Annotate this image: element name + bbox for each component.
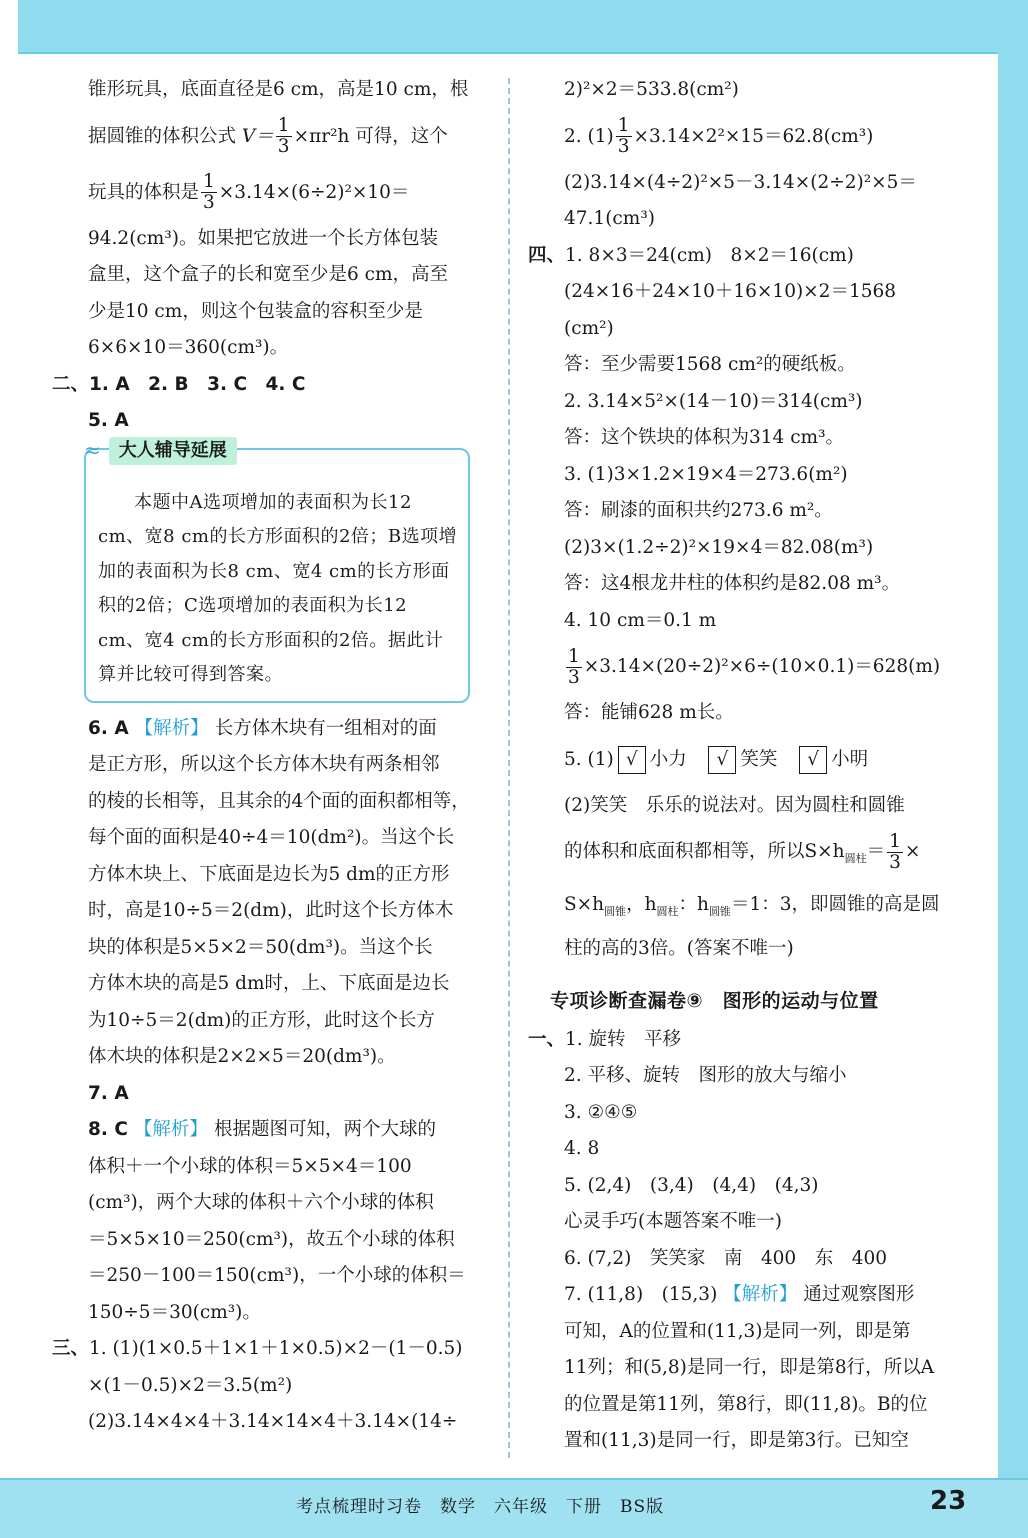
fraction: $\frac{1}{3}$ <box>277 115 290 157</box>
box-title-text: 大人辅导延展 <box>109 437 237 465</box>
text-line: (cm²) <box>564 317 614 339</box>
text-line: 94.2(cm³)。如果把它放进一个长方体包装 <box>88 227 438 249</box>
section-prefix: 二、 <box>52 373 90 395</box>
text-line: (2)笑笑 乐乐的说法对。因为圆柱和圆锥 <box>564 794 905 816</box>
check-box: √ <box>708 746 736 774</box>
text-line: 答：刷漆的面积共约273.6 m²。 <box>564 500 833 521</box>
text-line: 7. A <box>88 1082 129 1104</box>
text-line: 8. C 【解析】 根据题图可知，两个大球的 <box>88 1119 436 1140</box>
text-line: 四、1. 8×3＝24(cm) 8×2＝16(cm) <box>564 238 960 275</box>
text-line: 方体木块上、下底面是边长为5 dm的正方形 <box>88 863 450 885</box>
text-line: 可知，A的位置和(11,3)是同一列，即是第 <box>564 1320 911 1342</box>
text-line: 2. 3.14×5²×(14－10)＝314(cm³) <box>564 390 863 412</box>
right-decor-band <box>998 0 1028 1536</box>
text-line: 少是10 cm，则这个包装盒的容积至少是 <box>88 300 423 322</box>
top-decor-band <box>18 0 1028 54</box>
text-line: 锥形玩具，底面直径是6 cm，高是10 cm，根 <box>88 79 469 100</box>
text-line: 2. (1) $\frac{1}{3}$ ×3.14×2²×15＝62.8(cm³) <box>564 115 874 157</box>
waves-icon: ≈ <box>84 438 101 463</box>
text-line: 答：至少需要1568 cm²的硬纸板。 <box>564 354 856 375</box>
left-column <box>52 72 483 1441</box>
section-prefix: 一、 <box>528 1028 566 1050</box>
text-line: 7. (11,8) (15,3) 【解析】 通过观察图形 <box>564 1284 915 1305</box>
text-line: 心灵手巧(本题答案不唯一) <box>564 1211 782 1232</box>
text-line: 11列；和(5,8)是同一行，即是第8行，所以A <box>564 1357 935 1378</box>
text-line: 置和(11,3)是同一行，即是第3行。已知空 <box>564 1430 909 1451</box>
box-title <box>84 436 237 466</box>
text-line: 为10÷5＝2(dm)的正方形，此时这个长方 <box>88 1009 435 1031</box>
text-line: 答：这个铁块的体积为314 cm³。 <box>564 427 845 448</box>
text-line: 3. ②④⑤ <box>564 1101 638 1123</box>
section-prefix: 四、 <box>528 244 566 266</box>
text-line: 答：能铺628 m长。 <box>564 702 734 723</box>
check-box: √ <box>799 746 827 774</box>
text-line: 47.1(cm³) <box>564 208 655 229</box>
text-line: (24×16＋24×10＋16×10)×2＝1568 <box>564 281 897 302</box>
text-line: ＝5×5×10＝250(cm³)，故五个小球的体积 <box>88 1228 455 1250</box>
fraction: $\frac{1}{3}$ <box>889 830 901 873</box>
tutor-extension-box <box>84 438 470 703</box>
text-line: 的体积和底面积都相等，所以$S\times h_{圆柱}=$ $\frac{1}{3}$ × <box>564 830 921 873</box>
analysis-tag: 【解析】 <box>134 717 209 739</box>
text-line: 3. (1)3×1.2×19×4＝273.6(m²) <box>564 463 848 485</box>
text-line: (cm³)，两个大球的体积＋六个小球的体积 <box>88 1192 434 1213</box>
page-number: 23 <box>930 1486 967 1516</box>
text-line: 是正方形，所以这个长方体木块有两条相邻 <box>88 754 440 775</box>
text-line: 据圆锥的体积公式 V＝ $\frac{1}{3}$ ×πr²h 可得，这个 <box>88 115 448 157</box>
text-line: 方体木块的高是5 dm时，上、下底面是边长 <box>88 973 450 994</box>
text-line: 5. (2,4) (3,4) (4,4) (4,3) <box>564 1174 819 1196</box>
analysis-tag: 【解析】 <box>723 1284 798 1305</box>
text-line: 6×6×10＝360(cm³)。 <box>88 337 289 358</box>
text-line: 4. 10 cm＝0.1 m <box>564 609 717 631</box>
text-line: 块的体积是5×5×2＝50(dm³)。当这个长 <box>88 936 433 958</box>
text-line: $S\times h_{圆锥}$，$h_{圆柱}$：$h_{圆锥}=1$：3，即圆锥的高是圆 <box>564 894 940 918</box>
text-line: 体积＋一个小球的体积＝5×5×4＝100 <box>88 1155 412 1177</box>
text-line: 时，高是10÷5＝2(dm)，此时这个长方体木 <box>88 900 454 921</box>
text-line: (2)3.14×4×4＋3.14×14×4＋3.14×(14÷ <box>88 1411 458 1432</box>
text-line: $\frac{1}{3}$ ×3.14×(20÷2)²×6÷(10×0.1)＝628(m) <box>568 645 941 688</box>
check-box: √ <box>618 746 646 774</box>
text-line: 5. A <box>88 410 129 431</box>
text-line: 三、1. (1)(1×0.5＋1×1＋1×0.5)×2－(1－0.5) <box>88 1331 483 1368</box>
section-prefix: 三、 <box>52 1338 90 1359</box>
text-line: 4. 8 <box>564 1138 600 1159</box>
text-line: ＝250－100＝150(cm³)，一个小球的体积＝ <box>88 1265 466 1286</box>
text-line: 150÷5＝30(cm³)。 <box>88 1301 261 1323</box>
text-line: 2. 平移、旋转 图形的放大与缩小 <box>564 1065 847 1086</box>
text-line: 玩具的体积是 $\frac{1}{3}$ ×3.14×(6÷2)²×10＝ <box>88 171 410 213</box>
box-text: 本题中A选项增加的表面积为长12 cm、宽8 cm的长方形面积的2倍；B选项增加的表面积为长8 cm、宽4 cm的长方形面积的2倍；C选项增加的表面积为长12 cm、宽4 cm的长方形面积的2倍。据此计算并比较可得到答案。 <box>98 491 458 685</box>
fraction: $\frac{1}{3}$ <box>568 645 580 688</box>
text-line: 每个面的面积是40÷4＝10(dm²)。当这个长 <box>88 827 455 848</box>
text-line: 6. A 【解析】 长方体木块有一组相对的面 <box>88 717 437 739</box>
section-title: 专项诊断查漏卷⑨ 图形的运动与位置 <box>550 990 879 1012</box>
text-line: 答：这4根龙井柱的体积约是82.08 m³。 <box>564 573 901 594</box>
text-line: 5. (1) √ 小力 √ 笑笑 √ 小明 <box>564 732 960 788</box>
analysis-tag: 【解析】 <box>133 1119 208 1140</box>
text-line: 柱的高的3倍。(答案不唯一) <box>564 937 794 959</box>
footer-book-title: 考点梳理时习卷 数学 六年级 下册 BS版 <box>296 1497 665 1517</box>
text-line: 的位置是第11列，第8行，即(11,8)。B的位 <box>564 1393 928 1415</box>
fraction: $\frac{1}{3}$ <box>203 171 215 213</box>
right-column <box>528 72 960 1460</box>
text-line: (2)3.14×(4÷2)²×5－3.14×(2÷2)²×5＝ <box>564 171 917 193</box>
text-line: 体木块的体积是2×2×5＝20(dm³)。 <box>88 1046 396 1067</box>
column-divider <box>508 78 510 1458</box>
text-line: 一、1. 旋转 平移 <box>564 1022 960 1059</box>
text-line: (2)3×(1.2÷2)²×19×4＝82.08(m³) <box>564 536 874 558</box>
text-line: 的棱的长相等，且其余的4个面的面积都相等， <box>88 790 470 812</box>
text-line: 2)²×2＝533.8(cm²) <box>564 79 739 100</box>
fraction: $\frac{1}{3}$ <box>617 115 630 157</box>
text-line: 6. (7,2) 笑笑家 南 400 东 400 <box>564 1247 888 1269</box>
text-line: ×(1－0.5)×2＝3.5(m²) <box>88 1374 293 1396</box>
section-two-line: 二、1. A 2. B 3. C 4. C <box>88 367 483 404</box>
text-line: 盒里，这个盒子的长和宽至少是6 cm，高至 <box>88 264 449 285</box>
